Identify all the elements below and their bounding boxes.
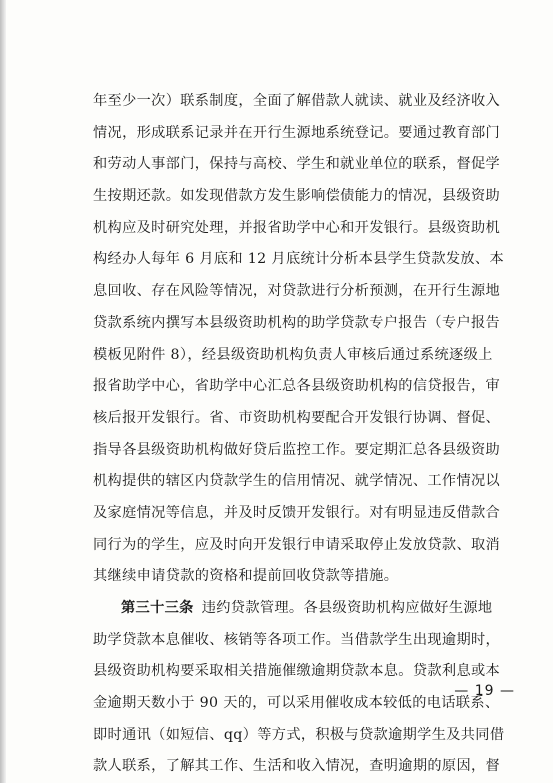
- text-line: 模板见附件 8），经县级资助机构负责人审核后通过系统逐级上: [93, 346, 493, 363]
- text-line: 其继续申请贷款的资格和提前回收贷款等措施。: [93, 568, 399, 585]
- text-line: 即时通讯（如短信、qq）等方式，积极与贷款逾期学生及共同借: [93, 726, 505, 743]
- page-number: — 19 —: [454, 683, 515, 699]
- text-line: 年至少一次）联系制度，全面了解借款人就读、就业及经济收入: [93, 93, 501, 109]
- text-line: 指导各县级资助机构做好贷后监控工作。要定期汇总各县级资助: [93, 441, 501, 458]
- text-line: 机构提供的辖区内贷款学生的信用情况、就学情况、工作情况以: [93, 473, 501, 490]
- article-text: 违约贷款管理。各县级资助机构应做好生源地: [201, 600, 493, 616]
- text-line: 息回收、存在风险等情况，对贷款进行分析预测，在开行生源地: [93, 283, 501, 300]
- body-text: [93, 86, 511, 783]
- text-line: 情况，形成联系记录并在开行生源地系统登记。要通过教育部门: [93, 124, 501, 141]
- text-line: 贷款系统内撰写本县级资助机构的助学贷款专户报告（专户报告: [93, 314, 501, 331]
- text-line: 生按期还款。如发现借款方发生影响偿债能力的情况，县级资助: [93, 188, 501, 205]
- text-line: 报省助学中心，省助学中心汇总各县级资助机构的信贷报告，审: [93, 378, 501, 395]
- text-line: 构经办人每年 6 月底和 12 月底统计分析本县学生贷款发放、本: [93, 251, 505, 268]
- text-line: 同行为的学生，应及时向开发银行申请采取停止发放贷款、取消: [93, 536, 501, 553]
- scan-edge-shadow: [0, 0, 6, 783]
- text-line: 机构应及时研究处理，并报省助学中心和开发银行。县级资助机: [93, 219, 501, 236]
- article-33-first-line: [93, 593, 511, 625]
- text-line: 县级资助机构要采取相关措施催缴逾期贷款本息。贷款利息或本: [93, 663, 501, 680]
- text-line: 助学贷款本息催收、核销等各项工作。当借款学生出现逾期时，: [93, 631, 501, 648]
- text-line: 和劳动人事部门，保持与高校、学生和就业单位的联系，督促学: [93, 156, 501, 173]
- text-line: 款人联系，了解其工作、生活和收入情况，查明逾期的原因，督: [93, 758, 501, 775]
- text-line: 及家庭情况等信息，并及时反馈开发银行。对有明显违反借款合: [93, 504, 501, 521]
- text-line: 金逾期天数小于 90 天的，可以采用催收成本较低的电话联系、: [93, 695, 500, 712]
- text-line: 核后报开发银行。省、市资助机构要配合开发银行协调、督促、: [93, 409, 501, 426]
- article-label: 第三十三条: [121, 600, 194, 616]
